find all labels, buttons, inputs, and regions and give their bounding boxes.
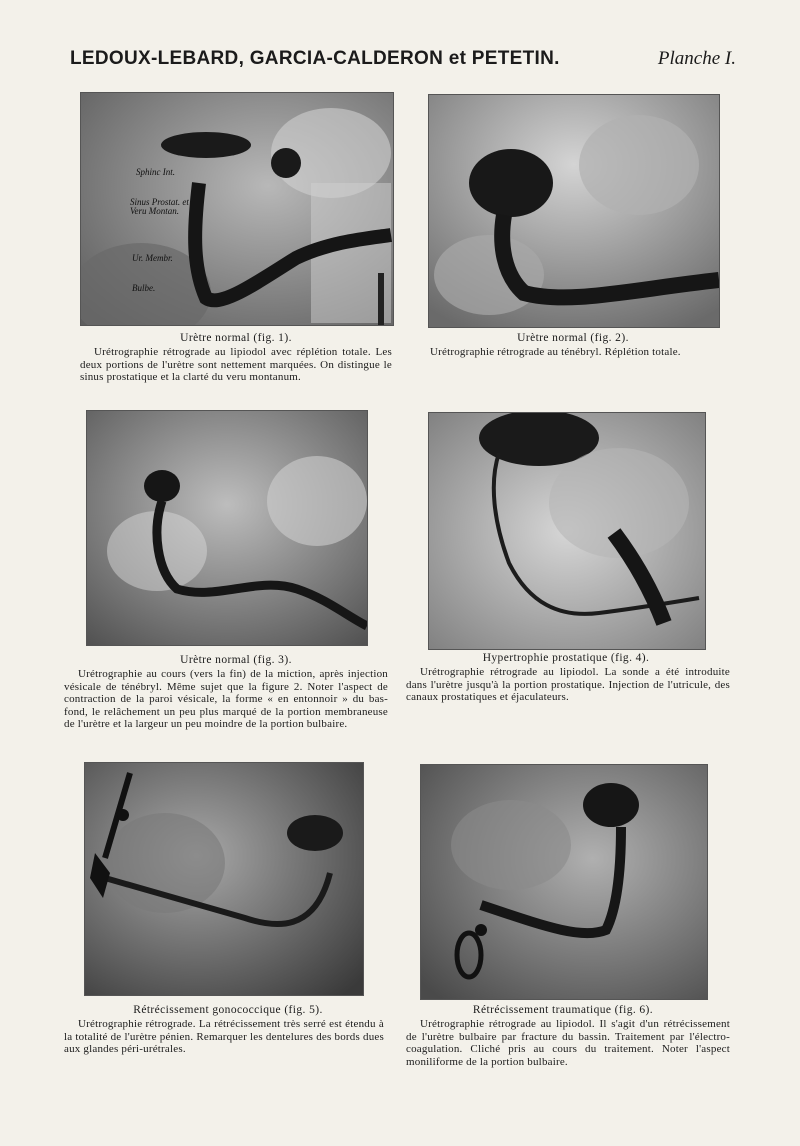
xray-image-6	[420, 764, 708, 1000]
label-membranous: Ur. Membr.	[132, 253, 173, 263]
figure-6-title: Rétrécissement traumatique (fig. 6).	[472, 1004, 654, 1016]
figure-3-title: Urètre normal (fig. 3).	[180, 654, 292, 666]
xray-image-4	[428, 412, 706, 650]
xray-image-1	[80, 92, 394, 326]
authors-title: LEDOUX-LEBARD, GARCIA-CALDERON et PETETIN.	[70, 48, 560, 69]
page-header	[70, 48, 736, 76]
figure-4-caption: Urétrographie rétrograde au lipiodol. La sonde a été introduite dans l'urètre jusqu'à la portion prostatique. Injection de l'utricule, des canaux prostatiques et éjaculateurs.	[406, 666, 730, 704]
figure-6-caption: Urétrographie rétrograde au lipiodol. Il s'agit d'un rétrécissement de l'urètre bulbaire par fracture du bassin. Traitement par l'électro-coagulation. Cliché pris au cours du traitement. Noter l'aspect moniliforme de la portion bulbaire.	[406, 1018, 730, 1068]
label-sinus: Sinus Prostat. et Veru Montan.	[130, 197, 189, 216]
xray-image-2	[428, 94, 720, 328]
figure-2-title: Urètre normal (fig. 2).	[517, 332, 629, 344]
figure-3-caption: Urétrographie au cours (vers la fin) de la miction, après injection vésicale de ténébryl. Même sujet que la figure 2. Noter l'aspect de contraction de la paroi vésicale, la forme « en entonnoir » du bas-fond, le relâchement un peu plus marqué de la portion membraneuse de l'urètre et la largeur un peu moindre de la portion bulbaire.	[64, 668, 388, 731]
xray-image-3	[86, 410, 368, 646]
xray-image-5	[84, 762, 364, 996]
plate-number: Planche I.	[657, 48, 736, 69]
figure-5-title: Rétrécissement gonococcique (fig. 5).	[133, 1004, 323, 1016]
label-bulb: Bulbe.	[132, 283, 156, 293]
figure-2-caption: Urétrographie rétrograde au ténébryl. Réplétion totale.	[430, 346, 681, 358]
figure-5-caption: Urétrographie rétrograde. La rétrécissement très serré est étendu à la totalité de l'urètre pénien. Remarquer les dentelures des bords dues aux glandes péri-urétrales.	[64, 1018, 384, 1056]
figure-1-caption: Urétrographie rétrograde au lipiodol avec réplétion totale. Les deux portions de l'urètre sont nettement marquées. On distingue le sinus prostatique et la clarté du veru montanum.	[80, 346, 392, 384]
label-sphincter: Sphinc Int.	[136, 167, 175, 177]
figure-1-title: Urètre normal (fig. 1).	[180, 332, 292, 344]
figure-4-title: Hypertrophie prostatique (fig. 4).	[482, 652, 650, 664]
